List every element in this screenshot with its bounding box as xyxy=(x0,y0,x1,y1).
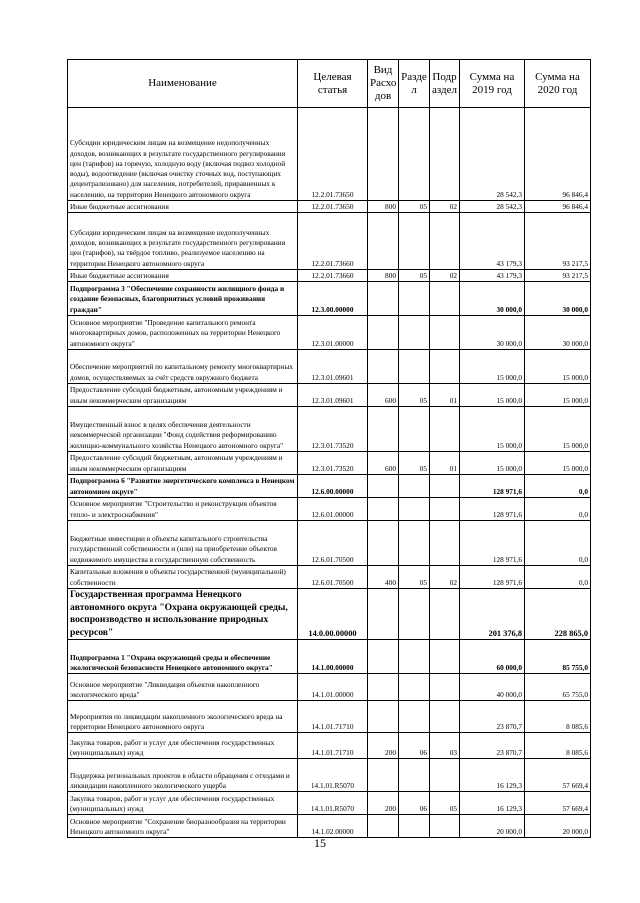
header-sum-2019: Сумма на 2019 год xyxy=(460,60,525,108)
row-sum-2020: 85 755,0 xyxy=(525,640,591,674)
table-header-row xyxy=(68,60,591,108)
row-code: 12.3.01.09601 xyxy=(298,350,368,384)
row-section xyxy=(399,521,430,566)
table-row xyxy=(68,384,591,407)
row-code: 14.1.02.00000 xyxy=(298,815,368,838)
row-sum-2020: 30 000,0 xyxy=(525,316,591,350)
row-code: 14.1.01.71710 xyxy=(298,701,368,733)
row-name: Иные бюджетные ассигнования xyxy=(68,270,298,282)
row-name: Подпрограмма 3 "Обеспечение сохранности жилищного фонда и создание безопасных, благоприятных условий проживания граждан" xyxy=(68,282,298,316)
row-expense-type: 600 xyxy=(368,384,399,407)
table-row xyxy=(68,815,591,838)
row-expense-type xyxy=(368,701,399,733)
row-name: Закупка товаров, работ и услуг для обеспечения государственных (муниципальных) нужд xyxy=(68,792,298,815)
row-subsection xyxy=(430,640,460,674)
row-code: 14.1.00.00000 xyxy=(298,640,368,674)
row-subsection xyxy=(430,498,460,521)
row-code: 14.1.01.71710 xyxy=(298,733,368,759)
table-row xyxy=(68,589,591,640)
row-sum-2019: 40 000,0 xyxy=(460,674,525,701)
row-code: 14.0.00.00000 xyxy=(298,589,368,640)
table-row xyxy=(68,282,591,316)
row-sum-2020: 93 217,5 xyxy=(525,270,591,282)
row-name: Бюджетные инвестиции в объекты капитального строительства государственной собственности и (или) на приобретение объектов недвижимого имущества в государственную собственность xyxy=(68,521,298,566)
row-section xyxy=(399,407,430,452)
row-section xyxy=(399,108,430,201)
row-expense-type: 400 xyxy=(368,566,399,589)
row-expense-type xyxy=(368,108,399,201)
row-subsection xyxy=(430,316,460,350)
table-row xyxy=(68,759,591,792)
table-row xyxy=(68,792,591,815)
row-sum-2020: 228 865,0 xyxy=(525,589,591,640)
row-expense-type xyxy=(368,316,399,350)
header-name: Наименование xyxy=(68,60,298,108)
row-expense-type xyxy=(368,674,399,701)
row-name: Предоставление субсидий бюджетным, автономным учреждениям и иным некоммерческим организациям xyxy=(68,452,298,475)
row-expense-type xyxy=(368,407,399,452)
row-sum-2019: 28 542,3 xyxy=(460,201,525,213)
row-section xyxy=(399,640,430,674)
row-code: 12.6.00.00000 xyxy=(298,475,368,498)
row-subsection xyxy=(430,521,460,566)
row-code: 12.3.01.73520 xyxy=(298,407,368,452)
row-sum-2019: 15 000,0 xyxy=(460,452,525,475)
table-row xyxy=(68,521,591,566)
row-expense-type xyxy=(368,282,399,316)
table-row xyxy=(68,407,591,452)
table-row xyxy=(68,108,591,201)
row-sum-2020: 65 755,0 xyxy=(525,674,591,701)
row-sum-2020: 8 085,6 xyxy=(525,701,591,733)
row-section: 06 xyxy=(399,792,430,815)
row-subsection xyxy=(430,407,460,452)
row-code: 12.2.01.73660 xyxy=(298,270,368,282)
table-row xyxy=(68,316,591,350)
row-sum-2020: 57 669,4 xyxy=(525,792,591,815)
row-sum-2020: 8 085,6 xyxy=(525,733,591,759)
row-name: Государственная программа Ненецкого автономного округа "Охрана окружающей среды, воспроизводство и использование природных ресурсов" xyxy=(68,589,298,640)
row-sum-2020: 0,0 xyxy=(525,498,591,521)
row-sum-2020: 15 000,0 xyxy=(525,350,591,384)
row-section xyxy=(399,589,430,640)
row-subsection xyxy=(430,108,460,201)
row-section xyxy=(399,213,430,270)
row-name: Капитальные вложения в объекты государственной (муниципальной) собственности xyxy=(68,566,298,589)
row-subsection: 02 xyxy=(430,201,460,213)
header-subsection: Подр аздел xyxy=(430,60,460,108)
row-name: Имущественный взнос в целях обеспечения деятельности некоммерческой организации "Фонд содействия реформированию жилищно-коммунального хозяйства Ненецкого автономного округа" xyxy=(68,407,298,452)
table-row xyxy=(68,475,591,498)
row-subsection xyxy=(430,589,460,640)
row-subsection xyxy=(430,213,460,270)
row-sum-2019: 23 870,7 xyxy=(460,701,525,733)
row-name: Подпрограмма 6 "Развитие энергетического комплекса в Ненецком автономном округе" xyxy=(68,475,298,498)
row-section xyxy=(399,316,430,350)
row-sum-2020: 30 000,0 xyxy=(525,282,591,316)
row-sum-2020: 57 669,4 xyxy=(525,759,591,792)
row-section xyxy=(399,674,430,701)
row-code: 14.1.01.R5070 xyxy=(298,792,368,815)
row-sum-2020: 0,0 xyxy=(525,521,591,566)
row-code: 12.3.00.00000 xyxy=(298,282,368,316)
row-subsection xyxy=(430,815,460,838)
row-name: Предоставление субсидий бюджетным, автономным учреждениям и иным некоммерческим организациям xyxy=(68,384,298,407)
budget-table xyxy=(67,59,591,838)
row-sum-2020: 15 000,0 xyxy=(525,452,591,475)
row-sum-2019: 128 971,6 xyxy=(460,475,525,498)
row-expense-type: 600 xyxy=(368,452,399,475)
row-expense-type xyxy=(368,475,399,498)
row-expense-type xyxy=(368,498,399,521)
row-name: Закупка товаров, работ и услуг для обеспечения государственных (муниципальных) нужд xyxy=(68,733,298,759)
row-section: 05 xyxy=(399,270,430,282)
row-subsection xyxy=(430,759,460,792)
row-expense-type xyxy=(368,815,399,838)
row-sum-2020: 96 846,4 xyxy=(525,201,591,213)
row-section: 05 xyxy=(399,452,430,475)
row-subsection: 01 xyxy=(430,452,460,475)
row-expense-type xyxy=(368,213,399,270)
row-code: 12.6.01.70500 xyxy=(298,566,368,589)
row-subsection: 02 xyxy=(430,566,460,589)
table-row xyxy=(68,201,591,213)
header-target-article: Целевая статья xyxy=(298,60,368,108)
row-code: 12.6.01.00000 xyxy=(298,498,368,521)
row-section: 05 xyxy=(399,201,430,213)
row-code: 12.2.01.73650 xyxy=(298,201,368,213)
row-sum-2019: 15 000,0 xyxy=(460,384,525,407)
row-sum-2019: 60 000,0 xyxy=(460,640,525,674)
row-code: 12.3.01.09601 xyxy=(298,384,368,407)
row-sum-2019: 201 376,8 xyxy=(460,589,525,640)
table-row xyxy=(68,213,591,270)
row-expense-type: 800 xyxy=(368,201,399,213)
table-row xyxy=(68,733,591,759)
row-expense-type xyxy=(368,640,399,674)
row-name: Основное мероприятие "Строительство и реконструкция объектов тепло- и электроснабжения" xyxy=(68,498,298,521)
row-section xyxy=(399,282,430,316)
row-sum-2019: 23 870,7 xyxy=(460,733,525,759)
row-section xyxy=(399,350,430,384)
header-sum-2020: Сумма на 2020 год xyxy=(525,60,591,108)
row-subsection: 02 xyxy=(430,270,460,282)
row-name: Основное мероприятие "Ликвидация объектов накопленного экологического вреда" xyxy=(68,674,298,701)
row-sum-2019: 30 000,0 xyxy=(460,282,525,316)
row-name: Основное мероприятие "Проведение капитального ремонта многоквартирных домов, расположенных на территории Ненецкого автономного округа" xyxy=(68,316,298,350)
table-row xyxy=(68,640,591,674)
row-expense-type: 200 xyxy=(368,792,399,815)
row-expense-type xyxy=(368,521,399,566)
row-sum-2019: 20 000,0 xyxy=(460,815,525,838)
row-name: Субсидии юридическим лицам на возмещение недополученных доходов, возникающих в результате государственного регулирования цен (тарифов) на горячую, холодную воду (включая подвоз холодной воды), водоотведение (включая очистку сточных вод, поступающих децентрализовано) для населения, потребителей, приравненных к населению, на территории Ненецкого автономного округа xyxy=(68,108,298,201)
table-row xyxy=(68,674,591,701)
row-sum-2020: 0,0 xyxy=(525,475,591,498)
table-row xyxy=(68,452,591,475)
row-name: Подпрограмма 1 "Охрана окружающей среды и обеспечение экологической безопасности Ненецкого автономного округа" xyxy=(68,640,298,674)
row-code: 12.3.01.73520 xyxy=(298,452,368,475)
row-code: 12.2.01.73650 xyxy=(298,108,368,201)
row-sum-2019: 16 129,3 xyxy=(460,792,525,815)
row-sum-2019: 43 179,3 xyxy=(460,270,525,282)
row-name: Субсидии юридическим лицам на возмещение недополученных доходов, возникающих в результате государственного регулирования цен (тарифов), на твёрдое топливо, реализуемое населению на территории Ненецкого автономного округа xyxy=(68,213,298,270)
table-row xyxy=(68,498,591,521)
row-name: Поддержка региональных проектов в области обращения с отходами и ликвидации накопленного экологического ущерба xyxy=(68,759,298,792)
row-subsection xyxy=(430,701,460,733)
header-expense-type: Вид Расхо дов xyxy=(368,60,399,108)
row-sum-2019: 128 971,6 xyxy=(460,521,525,566)
row-sum-2020: 15 000,0 xyxy=(525,384,591,407)
row-expense-type: 800 xyxy=(368,270,399,282)
row-sum-2020: 96 846,4 xyxy=(525,108,591,201)
row-code: 14.1.01.00000 xyxy=(298,674,368,701)
row-section: 05 xyxy=(399,566,430,589)
row-sum-2020: 15 000,0 xyxy=(525,407,591,452)
row-name: Обеспечение мероприятий по капитальному ремонту многоквартирных домов, осуществляемых за счёт средств окружного бюджета xyxy=(68,350,298,384)
row-code: 12.6.01.70500 xyxy=(298,521,368,566)
page-number: 15 xyxy=(314,836,326,850)
row-sum-2019: 15 000,0 xyxy=(460,407,525,452)
row-expense-type xyxy=(368,589,399,640)
row-name: Иные бюджетные ассигнования xyxy=(68,201,298,213)
row-expense-type xyxy=(368,350,399,384)
row-code: 12.3.01.00000 xyxy=(298,316,368,350)
row-expense-type xyxy=(368,759,399,792)
row-subsection xyxy=(430,350,460,384)
header-section: Разде л xyxy=(399,60,430,108)
row-sum-2019: 16 129,3 xyxy=(460,759,525,792)
row-section xyxy=(399,759,430,792)
row-sum-2020: 0,0 xyxy=(525,566,591,589)
row-section: 05 xyxy=(399,384,430,407)
row-sum-2019: 15 000,0 xyxy=(460,350,525,384)
row-sum-2020: 20 000,0 xyxy=(525,815,591,838)
row-code: 14.1.01.R5070 xyxy=(298,759,368,792)
table-row xyxy=(68,270,591,282)
table-row xyxy=(68,566,591,589)
row-subsection xyxy=(430,674,460,701)
row-section xyxy=(399,815,430,838)
row-subsection: 01 xyxy=(430,384,460,407)
row-sum-2020: 93 217,5 xyxy=(525,213,591,270)
row-code: 12.2.01.73660 xyxy=(298,213,368,270)
row-sum-2019: 43 179,3 xyxy=(460,213,525,270)
table-row xyxy=(68,350,591,384)
row-name: Основное мероприятие "Сохранение биоразнообразия на территории Ненецкого автономного округа" xyxy=(68,815,298,838)
row-subsection xyxy=(430,475,460,498)
table-row xyxy=(68,701,591,733)
row-expense-type: 200 xyxy=(368,733,399,759)
row-section: 06 xyxy=(399,733,430,759)
row-section xyxy=(399,475,430,498)
row-sum-2019: 128 971,6 xyxy=(460,498,525,521)
row-subsection xyxy=(430,282,460,316)
row-name: Мероприятия по ликвидации накопленного экологического вреда на территории Ненецкого автономного округа xyxy=(68,701,298,733)
row-subsection: 03 xyxy=(430,733,460,759)
row-sum-2019: 28 542,3 xyxy=(460,108,525,201)
row-sum-2019: 30 000,0 xyxy=(460,316,525,350)
row-section xyxy=(399,701,430,733)
row-section xyxy=(399,498,430,521)
row-sum-2019: 128 971,6 xyxy=(460,566,525,589)
row-subsection: 05 xyxy=(430,792,460,815)
